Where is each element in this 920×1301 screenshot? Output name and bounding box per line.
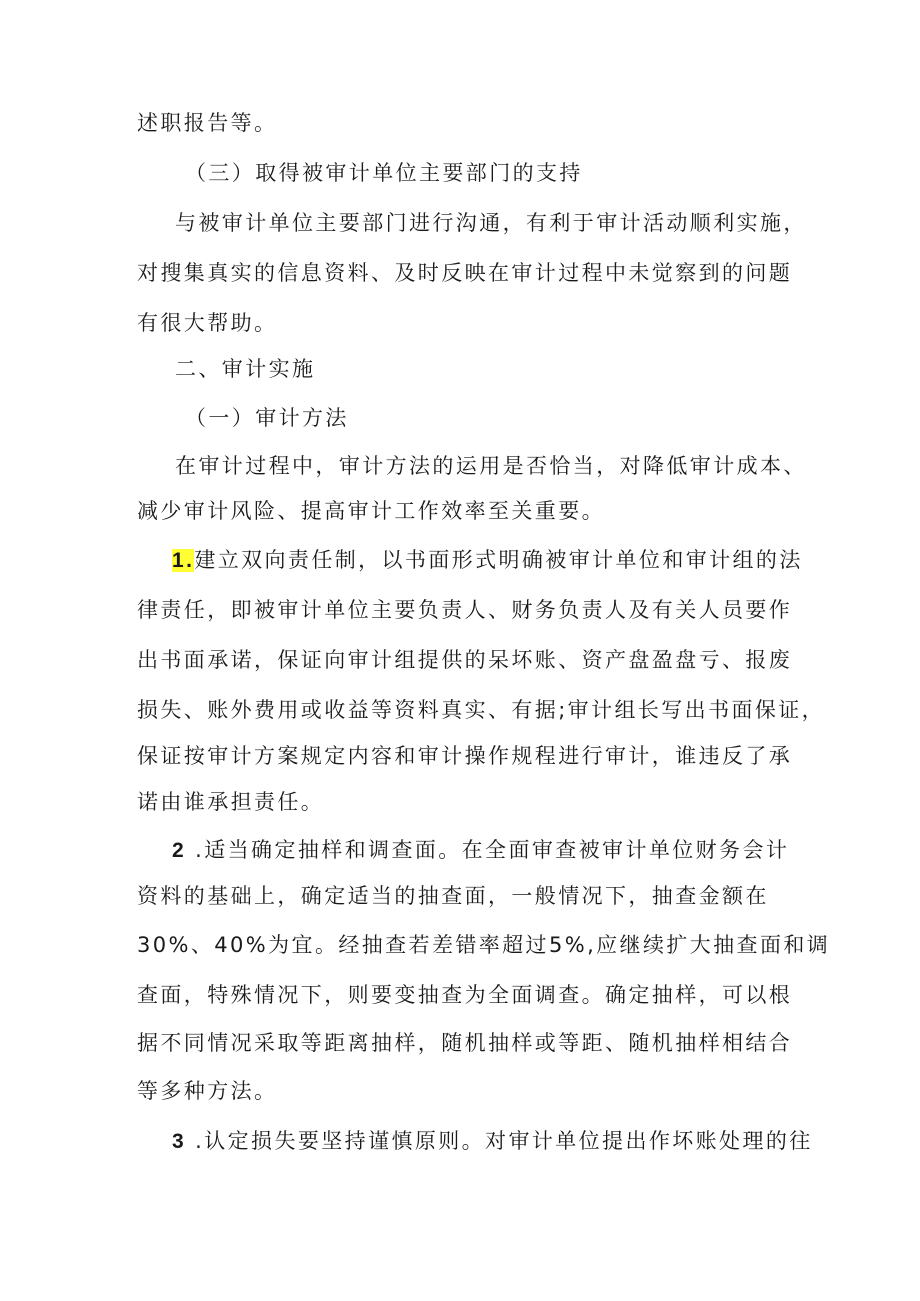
section-heading-2: 二、审计实施 (175, 357, 316, 381)
body-text-line: 等多种方法。 (137, 1079, 278, 1103)
list-item-2-first-line (172, 835, 832, 866)
body-text-line: 有很大帮助。 (137, 311, 278, 335)
subsection-heading-1: （一）审计方法 (185, 406, 349, 430)
body-text-line: 损失、账外费用或收益等资料真实、有据;审计组长写出书面保证， (137, 698, 826, 722)
body-text-line: 述职报告等。 (137, 111, 278, 135)
body-text-line: 对搜集真实的信息资料、及时反映在审计过程中未觉察到的问题 (137, 261, 793, 285)
list-item-text: .认定损失要坚持谨慎原则。对审计单位提出作坏账处理的往 (186, 1129, 813, 1153)
item-number: 2 (172, 839, 187, 862)
list-item-text: 建立双向责任制，以书面形式明确被审计单位和审计组的法 (194, 548, 803, 572)
list-item-text: .适当确定抽样和调查面。在全面审查被审计单位财务会计 (186, 838, 790, 862)
body-text-line: 与被审计单位主要部门进行沟通，有利于审计活动顺利实施， (175, 211, 807, 235)
item-number: 3 (172, 1130, 187, 1153)
body-text-line: 出书面承诺，保证向审计组提供的呆坏账、资产盘盈盘亏、报废 (137, 648, 793, 672)
body-text-line: 30%、40%为宜。经抽查若差错率超过5%,应继续扩大抽查面和调 (137, 933, 831, 957)
body-text-line: 减少审计风险、提高审计工作效率至关重要。 (137, 499, 605, 523)
body-text-line: 据不同情况采取等距离抽样，随机抽样或等距、随机抽样相结合 (137, 1031, 793, 1055)
highlighted-item-number: 1. (172, 549, 195, 572)
body-text-line: 查面，特殊情况下，则要变抽查为全面调查。确定抽样，可以根 (137, 983, 793, 1007)
section-heading-3: （三）取得被审计单位主要部门的支持 (185, 161, 583, 185)
body-text-line: 诺由谁承担责任。 (137, 790, 325, 814)
body-text-line: 在审计过程中，审计方法的运用是否恰当，对降低审计成本、 (175, 454, 807, 478)
body-text-line: 律责任，即被审计单位主要负责人、财务负责人及有关人员要作 (137, 598, 793, 622)
body-text-line: 保证按审计方案规定内容和审计操作规程进行审计，谁违反了承 (137, 744, 793, 768)
body-text-line: 资料的基础上，确定适当的抽查面，一般情况下，抽查金额在 (137, 884, 769, 908)
list-item-1-first-line (172, 545, 832, 576)
list-item-3-first-line (172, 1126, 832, 1157)
